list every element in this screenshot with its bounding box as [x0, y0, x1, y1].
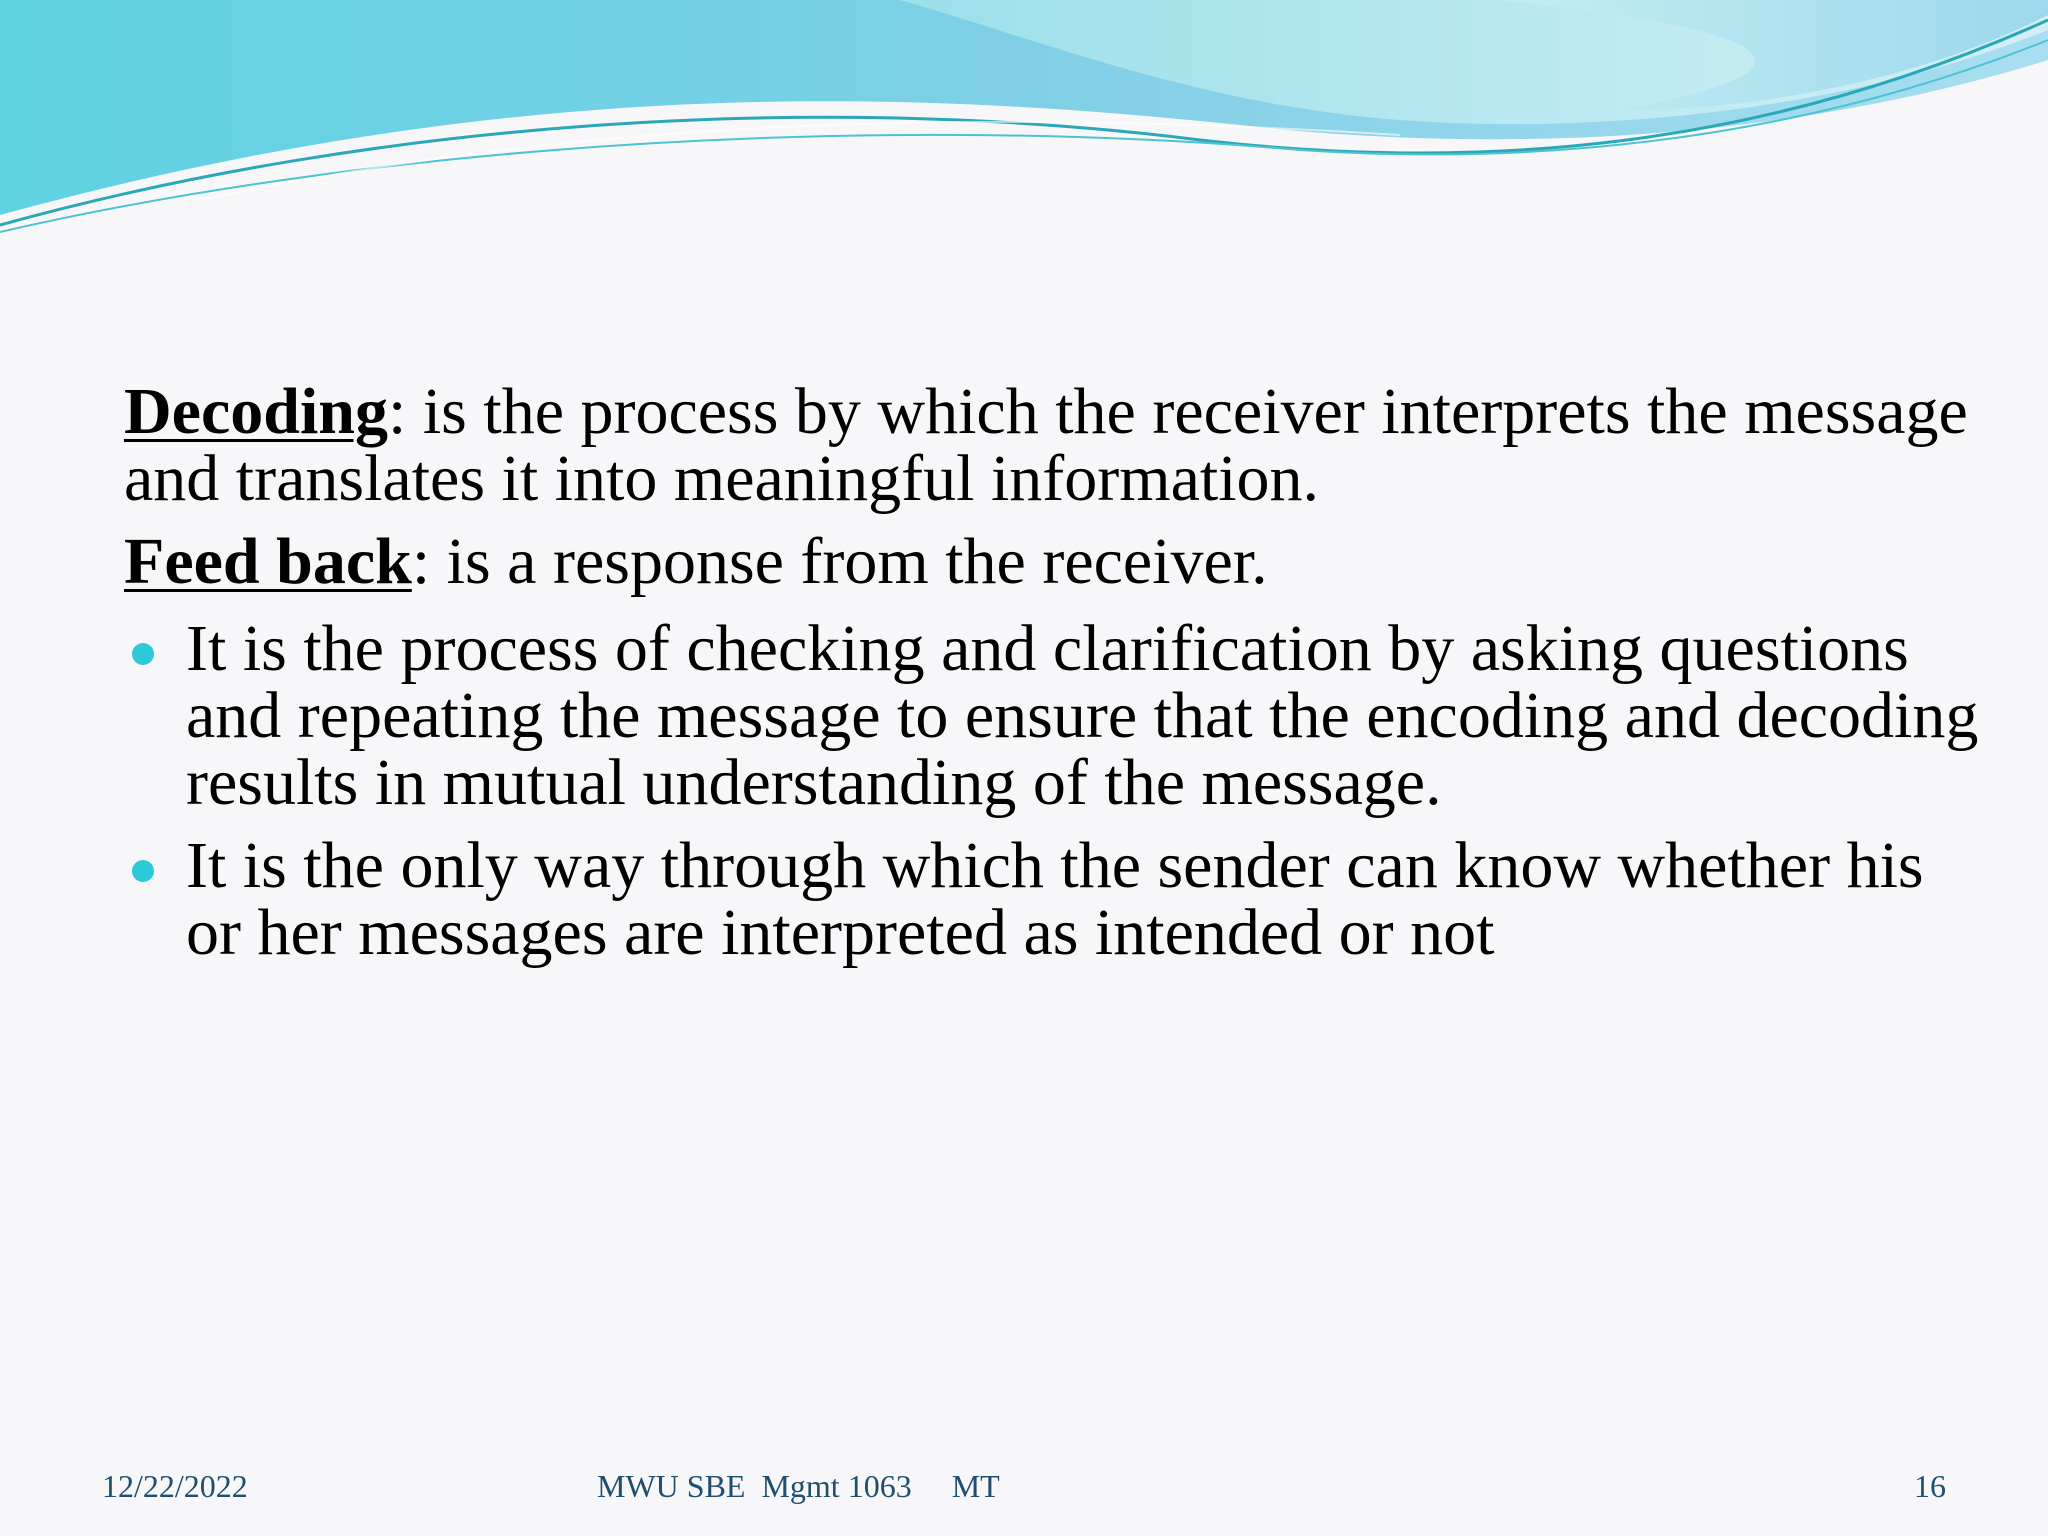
- footer-course: MWU SBE Mgmt 1063 MT: [597, 1468, 1000, 1504]
- bullet-list: [124, 612, 1984, 969]
- footer-date: 12/22/2022: [102, 1468, 248, 1504]
- term-feedback: Feed back: [124, 525, 412, 598]
- footer-page-number: 16: [1914, 1468, 1946, 1504]
- definition-feedback: [124, 525, 1984, 598]
- definition-decoding: [124, 375, 1984, 515]
- bullet-dot-icon: [132, 860, 154, 882]
- definition-decoding-text: : is the process by which the receiver interprets the message and translates it into meaningful information.: [124, 375, 1968, 515]
- bullet-text: It is the process of checking and clarification by asking questions and repeating the message to ensure that the encoding and decoding results in mutual understanding of the message.: [186, 612, 1979, 819]
- bullet-text: It is the only way through which the sender can know whether his or her messages are interpreted as intended or not: [186, 829, 1924, 969]
- decorative-wave-header: [0, 0, 2048, 240]
- definition-feedback-text: : is a response from the receiver.: [411, 525, 1268, 598]
- bullet-dot-icon: [132, 643, 154, 665]
- bullet-item: [124, 829, 1984, 969]
- term-decoding: Decoding: [124, 375, 388, 448]
- bullet-item: [124, 612, 1984, 819]
- slide-body: [124, 375, 1984, 982]
